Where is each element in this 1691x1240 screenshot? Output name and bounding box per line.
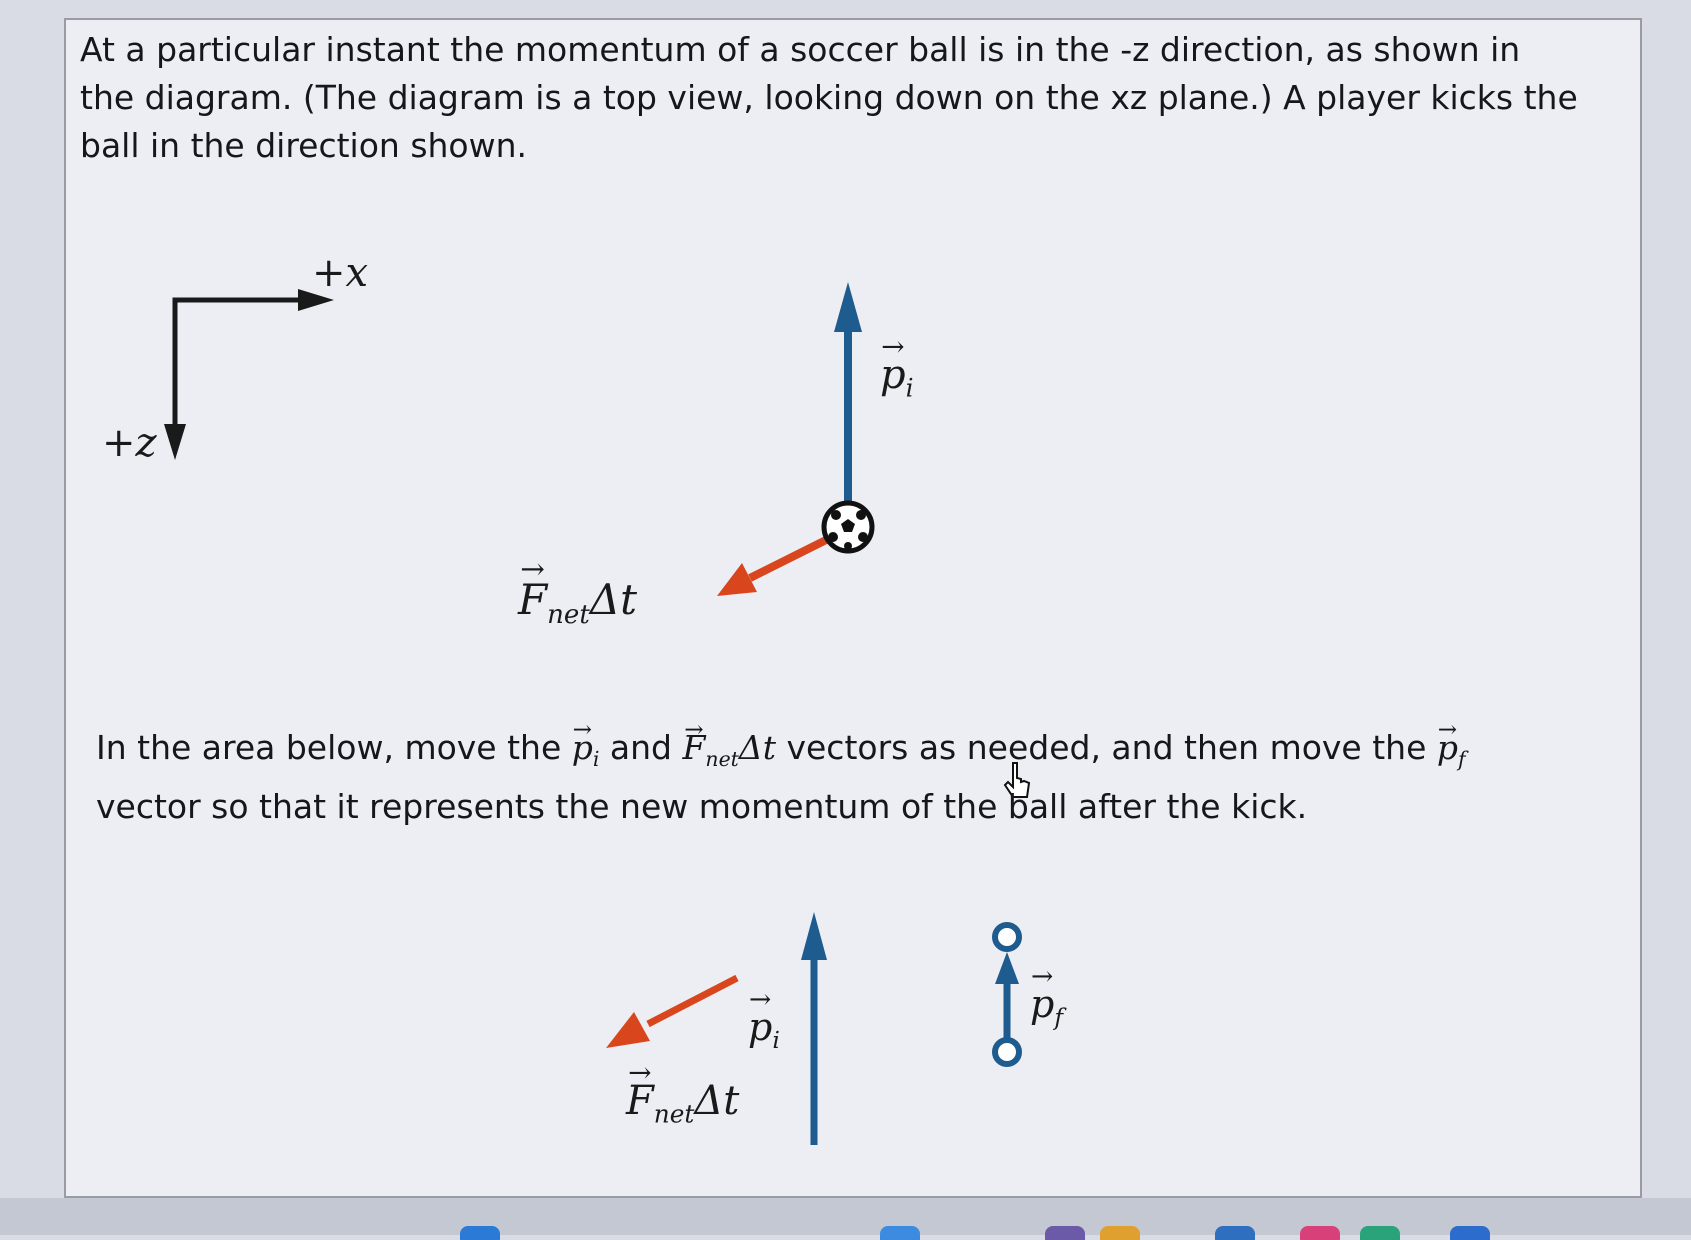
instruction-part2: and [599,728,683,767]
work-p-final-label [1030,982,1063,1031]
instruction-pi-sub: i [592,747,600,772]
work-f-net-label-suffix: Δt [694,1078,740,1124]
p-final-tail-handle[interactable] [995,1040,1019,1064]
f-net-label-base: → F [518,575,547,624]
instruction-f-base: → F [683,724,706,772]
instruction-pi-base: → p [572,724,593,772]
work-f-net-label-base: → F [626,1078,654,1124]
p-final-tip-handle[interactable] [995,925,1019,949]
draggable-p-initial-vector[interactable] [801,912,827,1145]
work-p-initial-label-sub: i [772,1026,780,1055]
instruction-pf-base: → p [1437,724,1458,772]
f-net-label-suffix: Δt [589,575,638,624]
work-p-initial-label-base: → p [748,1005,772,1049]
word-icon[interactable] [1450,1226,1490,1240]
f-net-label-sub: net [547,600,590,631]
p-initial-label-base: → p [880,352,906,398]
z-axis-label: +z [102,420,157,466]
taskbar [0,1198,1691,1235]
work-p-final-label-sub: f [1054,1003,1064,1032]
f-net-vector [717,537,832,596]
question-prompt: At a particular instant the momentum of a soccer ball is in the -z direction, as shown in the diagram. (The diagram is a top view, looking down on the xz plane.) A player kicks the ball in the direction shown. [80,30,1578,165]
work-p-final-label-base: → p [1030,982,1054,1026]
instruction-part1: In the area below, move the [96,728,572,767]
start-icon[interactable] [460,1226,500,1240]
browser-icon[interactable] [880,1226,920,1240]
axes-icon [164,289,334,460]
work-p-initial-label [748,1005,780,1054]
camera-icon[interactable] [1300,1226,1340,1240]
instruction-f-sub: net [705,747,739,772]
instruction-part3: vectors as needed, and then move the [775,728,1437,767]
instruction-text [96,724,1576,831]
store-icon[interactable] [1215,1226,1255,1240]
soccer-ball-icon [824,503,872,551]
p-initial-label-sub: i [905,373,914,403]
f-net-label [518,575,637,630]
p-initial-vector [834,282,862,522]
instruction-f-suffix: Δt [738,728,776,767]
draggable-f-net-vector[interactable] [606,978,737,1048]
app-icon[interactable] [1045,1226,1085,1240]
chrome-icon[interactable] [1360,1226,1400,1240]
instruction-pf-sub: f [1458,747,1466,772]
x-axis-label: +x [312,250,369,296]
p-initial-label [880,352,914,403]
folder-icon[interactable] [1100,1226,1140,1240]
work-f-net-label [626,1078,739,1129]
work-f-net-label-sub: net [653,1099,695,1129]
instruction-part4: vector so that it represents the new momentum of the ball after the kick. [96,787,1308,827]
